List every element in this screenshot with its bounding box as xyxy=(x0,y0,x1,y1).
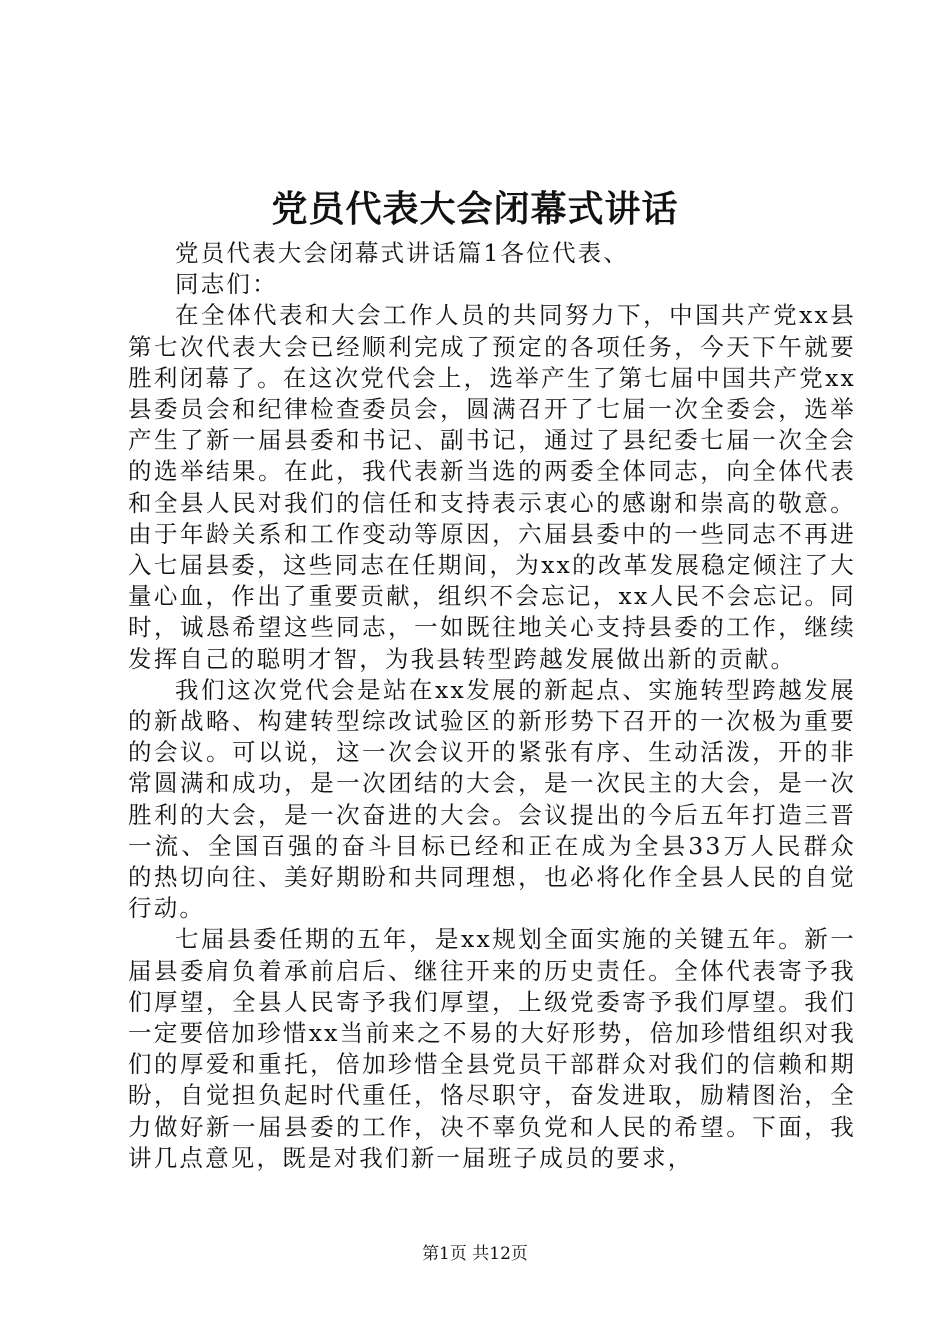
paragraph-salutation: 同志们： xyxy=(175,270,278,299)
paragraph-1: 在全体代表和大会工作人员的共同努力下，中国共产党xx县第七次代表大会已经顺利完成了预定的各项任务，今天下午就要胜利闭幕了。在这次党代会上，选举产生了第七届中国共产党xx县委员会和纪律检查委员会，圆满召开了七届一次全委会，选举产生了新一届县委和书记、副书记，通过了县纪委七届一次全会的选举结果。在此，我代表新当选的两委全体同志，向全体代表和全县人民对我们的信任和支持表示衷心的感谢和崇高的敬意。由于年龄关系和工作变动等原因，六届县委中的一些同志不再进入七届县委，这些同志在任期间，为xx的改革发展稳定倾注了大量心血，作出了重要贡献，组织不会忘记，xx人民不会忘记。同时，诚恳希望这些同志，一如既往地关心支持县委的工作，继续发挥自己的聪明才智，为我县转型跨越发展做出新的贡献。 xyxy=(128,301,856,673)
page-footer: 第1页 共12页 xyxy=(422,1244,528,1264)
paragraph-opening: 党员代表大会闭幕式讲话篇1各位代表、 xyxy=(175,239,630,267)
paragraph-3: 七届县委任期的五年，是xx规划全面实施的关键五年。新一届县委肩负着承前启后、继往开来的历史责任。全体代表寄予我们厚望，全县人民寄予我们厚望，上级党委寄予我们厚望。我们一定要倍加珍惜xx当前来之不易的大好形势，倍加珍惜组织对我们的厚爱和重托，倍加珍惜全县党员干部群众对我们的信赖和期盼，自觉担负起时代重任，恪尽职守，奋发进取，励精图治，全力做好新一届县委的工作，决不辜负党和人民的希望。下面，我讲几点意见，既是对我们新一届班子成员的要求， xyxy=(128,925,856,1172)
document-body xyxy=(128,238,856,1174)
document-title: 党员代表大会闭幕式讲话 xyxy=(271,188,679,230)
paragraph-2: 我们这次党代会是站在xx发展的新起点、实施转型跨越发展的新战略、构建转型综改试验区的新形势下召开的一次极为重要的会议。可以说，这一次会议开的紧张有序、生动活泼，开的非常圆满和成功，是一次团结的大会，是一次民主的大会，是一次胜利的大会，是一次奋进的大会。会议提出的今后五年打造三晋一流、全国百强的奋斗目标已经和正在成为全县33万人民群众的热切向往、美好期盼和共同理想，也必将化作全县人民的自觉行动。 xyxy=(128,675,856,923)
